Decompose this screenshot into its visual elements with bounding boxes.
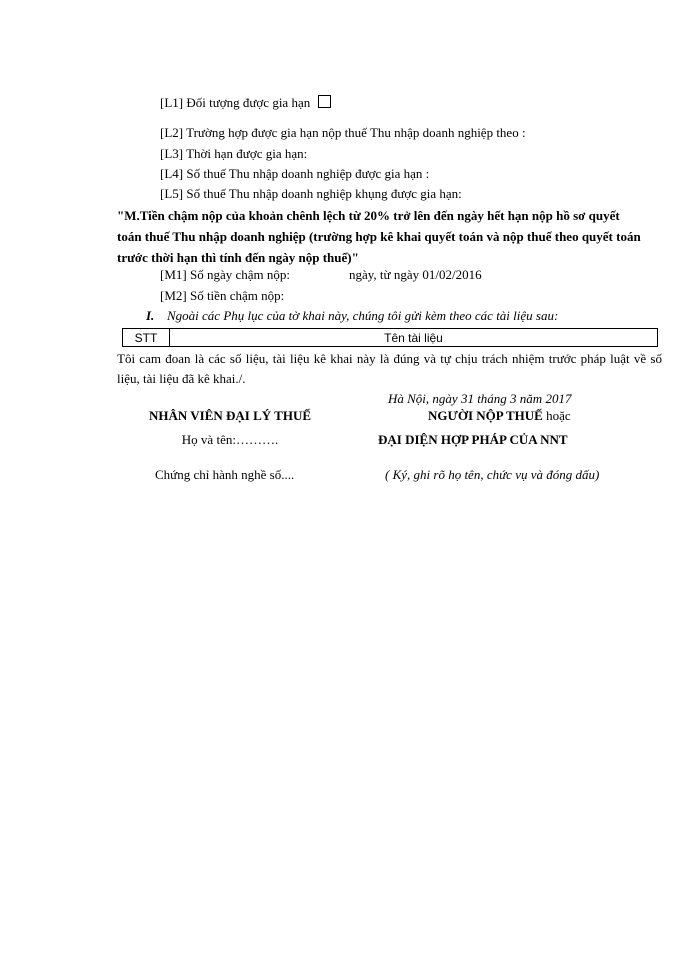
- l3-label: [L3] Thời hạn được gia hạn:: [160, 146, 308, 161]
- attachment-intro: Ngoài các Phụ lục của tờ khai này, chúng tôi gửi kèm theo các tài liệu sau:: [167, 308, 559, 323]
- taxpayer-title-main: NGƯỜI NỘP THUẾ: [428, 408, 543, 423]
- document-name-header: Tên tài liệu: [170, 329, 658, 347]
- taxpayer-title-suffix: hoặc: [542, 408, 571, 423]
- agent-name-line: Họ và tên:……….: [181, 432, 279, 447]
- legal-rep-title: ĐẠI DIỆN HỢP PHÁP CỦA NNT: [378, 432, 568, 447]
- taxpayer-title: [428, 408, 571, 424]
- date-line: Hà Nội, ngày 31 tháng 3 năm 2017: [388, 391, 572, 406]
- table-header-row: [123, 329, 658, 347]
- l1-line: [160, 95, 331, 111]
- l4-label: [L4] Số thuế Thu nhập doanh nghiệp được gia hạn :: [160, 166, 430, 181]
- l1-checkbox[interactable]: [318, 95, 331, 108]
- m-section-heading: "M.Tiền chậm nộp của khoản chênh lệch từ 20% trở lên đến ngày hết hạn nộp hồ sơ quyết toán thuế Thu nhập doanh nghiệp (trường hợp kê khai quyết toán và nộp thuế theo quyết toán trước thời hạn thì tính đến ngày nộp thuế)": [117, 208, 641, 265]
- m1-label: [M1] Số ngày chậm nộp:: [160, 267, 290, 282]
- l2-label: [L2] Trường hợp được gia hạn nộp thuế Thu nhập doanh nghiệp theo :: [160, 125, 526, 140]
- attachment-table: [122, 328, 658, 347]
- declaration-text: Tôi cam đoan là các số liệu, tài liệu kê khai này là đúng và tự chịu trách nhiệm trước pháp luật về số liệu, tài liệu đã kê khai./.: [117, 351, 662, 386]
- signature-note: ( Ký, ghi rõ họ tên, chức vụ và đóng dấu): [385, 467, 600, 482]
- m1-value: ngày, từ ngày 01/02/2016: [349, 267, 482, 282]
- stt-header: STT: [123, 329, 170, 347]
- attachment-number: I.: [146, 308, 155, 323]
- l5-label: [L5] Số thuế Thu nhập doanh nghiệp khụng được gia hạn:: [160, 186, 462, 201]
- agent-title: NHÂN VIÊN ĐẠI LÝ THUẾ: [148, 408, 312, 423]
- agent-certificate-line: Chứng chỉ hành nghề số....: [155, 467, 295, 482]
- m2-label: [M2] Số tiền chậm nộp:: [160, 288, 285, 303]
- l1-label: [L1] Đối tượng được gia hạn: [160, 95, 311, 110]
